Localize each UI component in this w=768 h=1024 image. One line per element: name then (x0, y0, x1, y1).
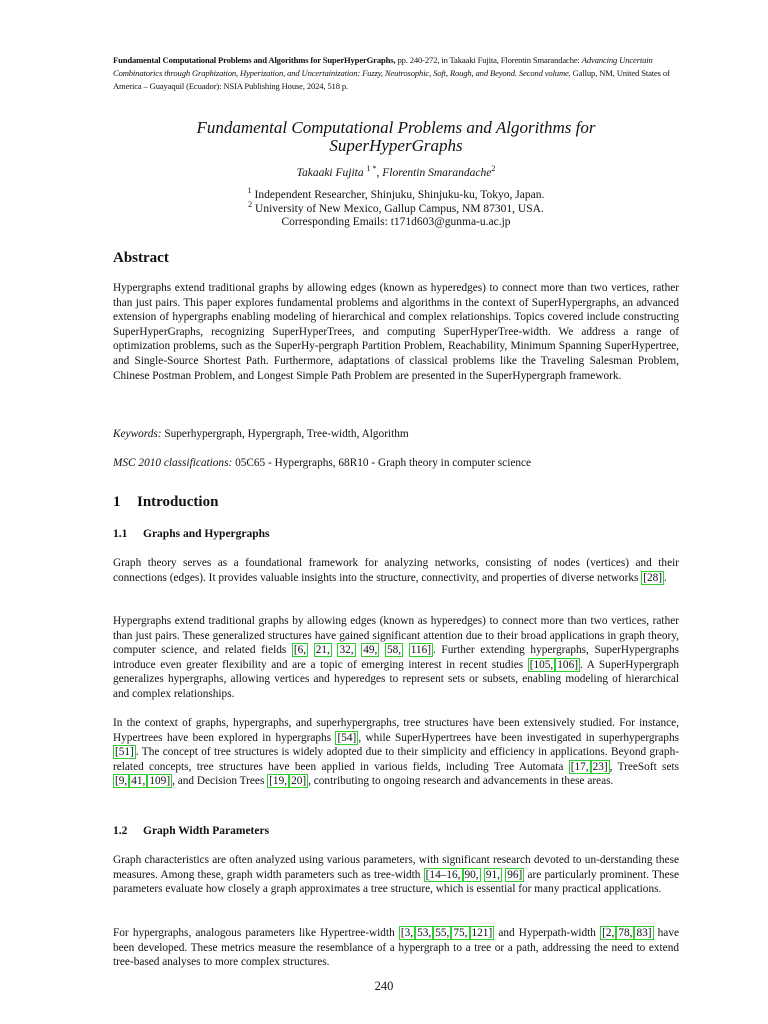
citation-link[interactable]: 21, (315, 644, 330, 657)
p5-text-c: have been developed. These metrics measure the resemblance of a hypergraph to a tree or a path, addressing the need to extend tree-based analyses to more complex structures. (113, 927, 679, 969)
citation-link[interactable]: 53, (417, 927, 432, 939)
citation-link[interactable]: 109] (149, 775, 171, 788)
citation-link[interactable]: [17, (570, 760, 589, 773)
p5-text-a: For hypergraphs, analogous parameters like Hypertree-width (113, 927, 399, 939)
msc-label: MSC 2010 classifications: (113, 457, 233, 469)
citation-link[interactable]: 58, (386, 644, 402, 657)
intro-paragraph-1 (113, 556, 679, 585)
citation-link[interactable]: 91, (485, 868, 500, 881)
citation-link[interactable]: 41, (131, 775, 146, 788)
page-number: 240 (374, 979, 394, 993)
keywords-label: Keywords: (113, 428, 162, 440)
citation-link[interactable]: [54] (337, 731, 357, 744)
citation-link[interactable]: 121] (471, 927, 493, 939)
affiliation-2-text: University of New Mexico, Gallup Campus, NM 87301, USA. (252, 202, 544, 215)
subsection-1-2-title: Graph Width Parameters (143, 825, 270, 837)
keywords-value: Superhypergraph, Hypergraph, Tree-width, Algorithm (161, 428, 409, 440)
citation-link[interactable]: [6, (293, 644, 307, 657)
subsection-1-1-title: Graphs and Hypergraphs (143, 528, 270, 540)
citation-link[interactable]: 116] (410, 644, 431, 657)
citation-link[interactable]: 49, (363, 644, 378, 657)
abstract-text: Hypergraphs extend traditional graphs by allowing edges (known as hyperedges) to connect more than two vertices, rather than just pairs. This paper explores fundamental problems and algorithms in the context of SuperHypergraphs, an advanced extension of hypergraphs enabling modeling of hierarchical and complex relationships. Topics covered include constructing SuperHyperGraphs, recognizing SuperHyperTrees, and computing SuperHyperTree-width. We address a range of optimization problems, such as the SuperHy-pergraph Partition Problem, Reachability, Minimum Spanning SuperHypertree, and Single-Source Shortest Path. Furthermore, adaptations of classical problems like the Traveling Salesman Problem, Chinese Postman Problem, and Longest Simple Path Problem are presented in the SuperHypergraph framework. (113, 282, 679, 382)
paper-title-line-1: Fundamental Computational Problems and Algorithms for (196, 118, 596, 137)
citation-link[interactable]: 83] (636, 927, 652, 939)
p1-end: . (664, 571, 667, 584)
msc-line (113, 456, 679, 471)
author-2: , Florentin Smarandache (376, 166, 492, 179)
p2-text-a: Hypergraphs extend traditional graphs by allowing edges (known as hyperedges) to connect more than two vertices, rather than just pairs. These generalized structures have gained significant attention due to their broad applications in graph theory, computer science, and related fields (113, 615, 679, 657)
p3-text-c: . The concept of tree structures is widely adopted due to their simplicity and efficiency in applications. Beyond graph-related concepts, tree structures have been applied in various fields, including Tree Automata (113, 746, 679, 773)
citation-link[interactable]: [9, (115, 775, 128, 788)
intro-paragraph-2 (113, 614, 679, 702)
abstract-heading: Abstract (113, 250, 169, 266)
p3-text-b: , while SuperHypertrees have been investigated in superhypergraphs (358, 731, 679, 744)
citation-link[interactable]: 90, (464, 868, 479, 881)
citation-link[interactable]: [2, (602, 927, 615, 939)
subsection-1-1-number: 1.1 (113, 528, 128, 540)
p3-text-f: , contributing to ongoing research and advancements in these areas. (308, 775, 614, 788)
author-2-mark: 2 (491, 164, 496, 173)
p2-text-c: . A SuperHypergraph generalizes hypergraphs, allowing vertices and hyperedges to represent sets or subsets, enabling modeling of hierarchical and complex relationships. (113, 658, 679, 700)
header-pages: pp. 240-272, in Takaaki Fujita, Florentin Smarandache: (395, 55, 580, 65)
subsection-1-2-heading (113, 825, 269, 837)
paper-title (113, 119, 679, 155)
header-book-title: Advancing Uncertain Combinatorics through Graphization, Hyperization, and Uncertainization: Fuzzy, Neutrosophic, Soft, Rough, and Beyond. Second volume. (113, 55, 653, 78)
p1-text: Graph theory serves as a foundational framework for analyzing networks, consisting of nodes (vertices) and their connections (edges). It provides valuable insights into the structure, connectivity, and properties of diverse networks (113, 557, 679, 584)
p5-text-b: and Hyperpath-width (494, 927, 601, 939)
citation-link[interactable]: [51] (115, 746, 134, 759)
keywords-line (113, 427, 679, 442)
citation-link[interactable]: 75, (453, 927, 468, 939)
affiliation-1-mark: 1 (247, 186, 252, 195)
corresponding-email: Corresponding Emails: t171d603@gunma-u.ac.jp (281, 215, 511, 228)
author-1-mark: 1 * (366, 164, 377, 173)
section-1-heading (113, 494, 218, 511)
paper-title-line-2: SuperHyperGraphs (329, 136, 463, 155)
author-line (113, 164, 679, 179)
citation-link[interactable]: 55, (435, 927, 450, 939)
section-1-title: Introduction (137, 494, 219, 510)
affiliation-1-text: Independent Researcher, Shinjuku, Shinjuku-ku, Tokyo, Japan. (251, 188, 545, 201)
subsection-1-1-heading (113, 528, 270, 540)
citation-link[interactable]: [14–16, (425, 868, 461, 881)
msc-value: 05C65 - Hypergraphs, 68R10 - Graph theory in computer science (232, 457, 532, 469)
header-title: Fundamental Computational Problems and Algorithms for SuperHyperGraphs, (113, 55, 396, 65)
header-publisher: Gallup, NM, United States of America – Guayaquil (Ecuador): NSIA Publishing House, 2024, 518 p. (113, 68, 670, 91)
citation-link[interactable]: 23] (592, 760, 608, 773)
citation-link[interactable]: [105, (529, 658, 554, 671)
p3-text-e: , and Decision Trees (172, 775, 268, 788)
publication-header (113, 54, 679, 93)
section-1-number: 1 (113, 494, 121, 510)
citation-link[interactable]: [19, (269, 775, 288, 788)
width-paragraph-1 (113, 853, 679, 897)
p2-text-b: . Further extending hypergraphs, SuperHypergraphs introduce even greater flexibility and are a topic of emerging interest in recent studies (113, 644, 679, 671)
citation-link[interactable]: [28] (643, 571, 663, 584)
width-paragraph-2 (113, 926, 679, 970)
subsection-1-2-number: 1.2 (113, 825, 128, 837)
citation-link[interactable]: [3, (400, 927, 414, 939)
p3-text-d: , TreeSoft sets (609, 760, 679, 773)
citation-link[interactable]: 32, (339, 644, 354, 657)
p4-text-a: Graph characteristics are often analyzed using various parameters, with significant research devoted to un-derstanding these measures. Among these, graph width parameters such as tree-width (113, 854, 679, 881)
affiliation-2 (113, 198, 679, 229)
p4-text-b: are particularly prominent. These parameters evaluate how closely a graph approximates a tree structure, which is essential for many practical applications. (113, 868, 679, 896)
author-1: Takaaki Fujita (296, 166, 364, 179)
citation-link[interactable]: 106] (557, 658, 578, 671)
citation-link[interactable]: 20] (291, 775, 307, 788)
affiliation-2-mark: 2 (248, 200, 253, 209)
intro-paragraph-3 (113, 716, 679, 789)
p3-text-a: In the context of graphs, hypergraphs, and superhypergraphs, tree structures have been extensively studied. For instance, Hypertrees have been explored in hypergraphs (113, 717, 679, 744)
citation-link[interactable]: 96] (507, 868, 523, 881)
citation-link[interactable]: 78, (618, 927, 633, 939)
